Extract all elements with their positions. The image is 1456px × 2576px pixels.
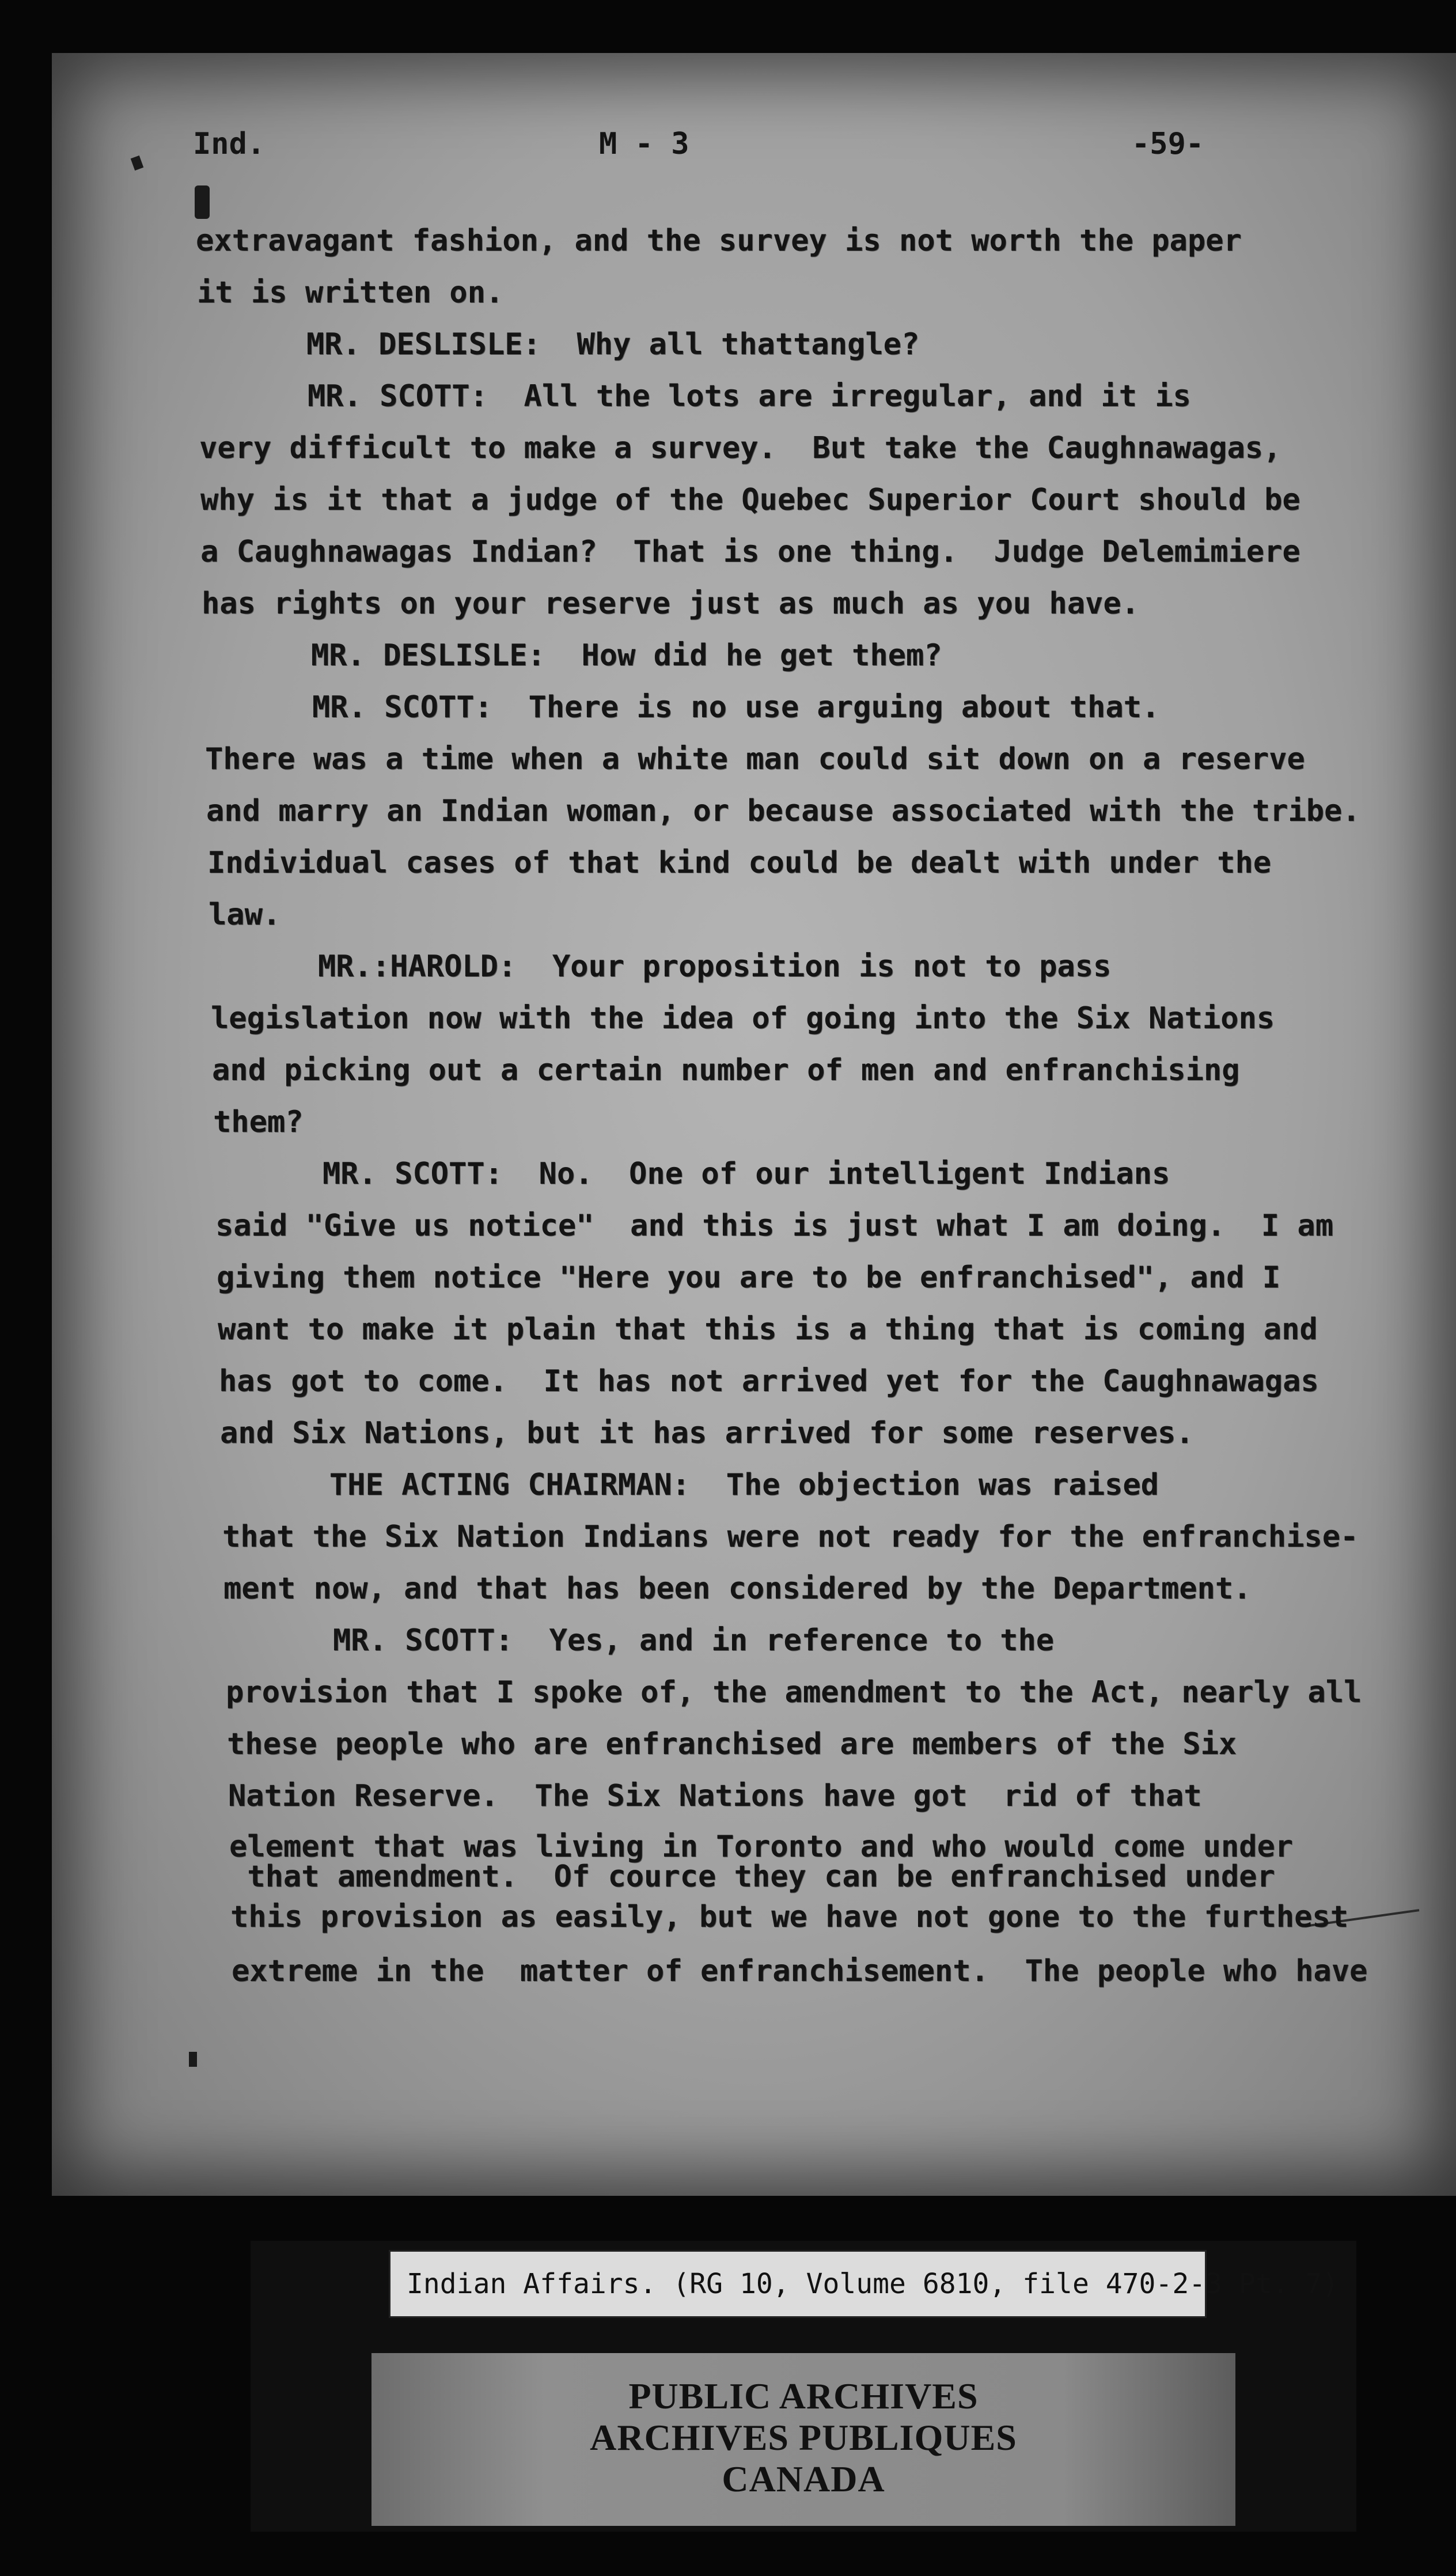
body-line: MR. SCOTT: Yes, and in reference to the [225, 1623, 1055, 1658]
body-line: want to make it plain that this is a thing that is coming and [218, 1312, 1318, 1347]
body-line: and Six Nations, but it has arrived for some reserves. [220, 1416, 1194, 1450]
public-archives-stamp [371, 2353, 1235, 2526]
body-line: Individual cases of that kind could be dealt with under the [207, 846, 1272, 880]
margin-mark [189, 2052, 197, 2067]
body-line: ment now, and that has been considered by the Department. [223, 1571, 1252, 1606]
document-page [52, 53, 1456, 2196]
body-line: giving them notice "Here you are to be enfranchised", and I [217, 1260, 1281, 1295]
body-line: very difficult to make a survey. But take the Caughnawagas, [199, 431, 1281, 465]
body-line: why is it that a judge of the Quebec Superior Court should be [200, 483, 1300, 517]
body-line: these people who are enfranchised are members of the Six [227, 1727, 1237, 1761]
body-line: it is written on. [197, 275, 504, 310]
body-line: MR. DESLISLE: Why all thattangle? [198, 327, 920, 362]
body-line: MR. SCOTT: No. One of our intelligent Indians [214, 1157, 1170, 1191]
body-line: There was a time when a white man could sit down on a reserve [205, 742, 1305, 776]
body-line: MR. SCOTT: All the lots are irregular, and it is [199, 379, 1191, 414]
stamp-line-1: PUBLIC ARCHIVES [628, 2376, 979, 2416]
body-line: said "Give us notice" and this is just what I am doing. I am [215, 1209, 1334, 1243]
body-line: this provision as easily, but we have not gone to the furthest [230, 1900, 1349, 1934]
header-center: M - 3 [599, 127, 689, 161]
body-line: has got to come. It has not arrived yet for the Caughnawagas [219, 1364, 1319, 1399]
body-line: MR.:HAROLD: Your proposition is not to pass [210, 949, 1112, 984]
header-page-number: -59- [1132, 127, 1204, 161]
margin-mark [195, 185, 210, 219]
body-line: that amendment. Of cource they can be enfranchised under [229, 1859, 1275, 1894]
body-line: and marry an Indian woman, or because associated with the tribe. [206, 794, 1360, 828]
body-line: that the Six Nation Indians were not ready for the enfranchise- [222, 1520, 1359, 1554]
stamp-line-2: ARCHIVES PUBLIQUES [590, 2417, 1017, 2458]
body-line: has rights on your reserve just as much as you have. [202, 586, 1139, 621]
body-line: them? [213, 1105, 304, 1139]
header-left: Ind. [193, 127, 266, 161]
body-line: Nation Reserve. The Six Nations have got rid of that [228, 1779, 1202, 1813]
body-line: extravagant fashion, and the survey is not worth the paper [196, 223, 1242, 258]
margin-mark [131, 156, 144, 171]
body-line: and picking out a certain number of men and enfranchising [212, 1053, 1240, 1088]
body-line: extreme in the matter of enfranchisement. The people who have [232, 1954, 1368, 1988]
body-line: MR. SCOTT: There is no use arguing about that. [204, 690, 1160, 725]
body-line: THE ACTING CHAIRMAN: The objection was raised [221, 1468, 1159, 1502]
body-line: MR. DESLISLE: How did he get them? [203, 638, 942, 673]
stamp-line-3: CANADA [722, 2458, 885, 2499]
body-line: legislation now with the idea of going into the Six Nations [211, 1001, 1275, 1036]
body-line: law. [208, 897, 281, 932]
body-line: element that was living in Toronto and who would come under [229, 1829, 1294, 1864]
body-line: provision that I spoke of, the amendment to the Act, nearly all [226, 1675, 1362, 1710]
archive-reference-label: Indian Affairs. (RG 10, Volume 6810, file 470-2-3 Pt. 7) [389, 2250, 1207, 2318]
body-line: a Caughnawagas Indian? That is one thing. Judge Delemimiere [200, 535, 1300, 569]
